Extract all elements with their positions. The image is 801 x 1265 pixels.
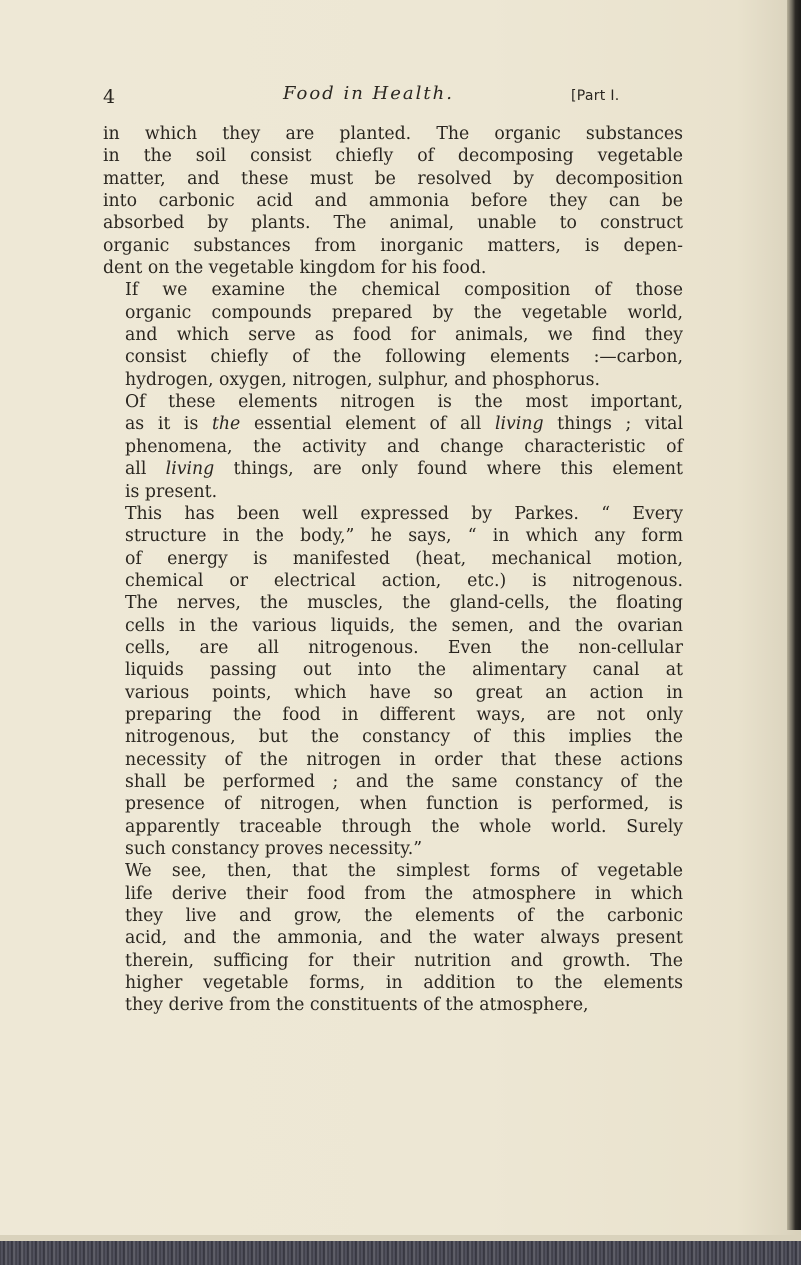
text-line: This has been well expressed by Parkes. “ Every xyxy=(125,503,683,524)
text-line: The nerves, the muscles, the gland-cells, the floating xyxy=(125,593,683,614)
text-line: higher vegetable forms, in addition to the elements xyxy=(125,973,683,994)
text-line: We see, then, that the simplest forms of vegetable xyxy=(125,861,683,882)
text-line: liquids passing out into the alimentary canal at xyxy=(125,660,683,681)
text-line: as it is the essential element of all living things ; vital xyxy=(125,414,683,435)
page-bottom-edge xyxy=(0,1235,801,1265)
text-line: structure in the body,” he says, “ in which any form xyxy=(125,526,683,547)
part-label: [Part I. xyxy=(571,88,620,104)
running-title xyxy=(283,83,454,104)
page-number: 4 xyxy=(103,86,116,108)
text-line: necessity of the nitrogen in order that these actions xyxy=(125,749,683,770)
text-line: organic compounds prepared by the vegetable world, xyxy=(125,302,683,323)
text-line: all living things, are only found where this element xyxy=(125,459,683,480)
text-line: therein, sufficing for their nutrition and growth. The xyxy=(125,950,683,971)
text-line: organic substances from inorganic matters, is depen- xyxy=(103,235,683,256)
paragraph xyxy=(103,503,683,861)
running-title-word: Health. xyxy=(372,83,454,104)
text-line: they derive from the constituents of the atmosphere, xyxy=(125,995,589,1016)
text-line: various points, which have so great an action in xyxy=(125,682,683,703)
text-line: If we examine the chemical composition of those xyxy=(125,280,683,301)
text-line: matter, and these must be resolved by decomposition xyxy=(103,168,683,189)
text-line: into carbonic acid and ammonia before they can be xyxy=(103,191,683,212)
text-line: shall be performed ; and the same constancy of the xyxy=(125,771,683,792)
text-line: life derive their food from the atmosphere in which xyxy=(125,883,683,904)
text-line: such constancy proves necessity.” xyxy=(125,839,423,859)
text-line: in which they are planted. The organic substances xyxy=(103,124,683,144)
text-line: consist chiefly of the following elements :—carbon, xyxy=(125,347,683,368)
text-line: in the soil consist chiefly of decomposing vegetable xyxy=(103,146,683,167)
running-title-word: Food xyxy=(283,83,336,104)
text-line: cells, are all nitrogenous. Even the non-cellular xyxy=(125,637,683,658)
text-line: hydrogen, oxygen, nitrogen, sulphur, and phosphorus. xyxy=(125,369,601,390)
paragraph xyxy=(103,391,683,503)
running-title-word: in xyxy=(343,83,365,104)
running-header xyxy=(103,83,683,112)
text-line: of energy is manifested (heat, mechanical motion, xyxy=(125,548,683,569)
text-line: cells in the various liquids, the semen, and the ovarian xyxy=(125,615,683,636)
text-line: phenomena, the activity and change characteristic of xyxy=(125,436,683,457)
text-line: chemical or electrical action, etc.) is nitrogenous. xyxy=(125,570,683,591)
text-line: dent on the vegetable kingdom for his food. xyxy=(103,258,487,279)
text-line: Of these elements nitrogen is the most important, xyxy=(125,392,683,413)
paragraph xyxy=(103,860,683,1016)
text-line: absorbed by plants. The animal, unable to construct xyxy=(103,213,683,234)
text-line: presence of nitrogen, when function is performed, is xyxy=(125,794,683,815)
text-line: is present. xyxy=(125,481,218,502)
paragraph xyxy=(103,279,683,391)
body-text xyxy=(103,123,683,1017)
text-line: apparently traceable through the whole world. Surely xyxy=(125,816,683,837)
book-spine-shadow xyxy=(787,0,801,1230)
text-line: and which serve as food for animals, we find they xyxy=(125,325,683,346)
paragraph xyxy=(103,123,683,279)
text-line: nitrogenous, but the constancy of this implies the xyxy=(125,727,683,748)
text-line: they live and grow, the elements of the carbonic xyxy=(125,906,683,927)
text-line: acid, and the ammonia, and the water always present xyxy=(125,928,683,949)
text-line: preparing the food in different ways, are not only xyxy=(125,704,683,725)
